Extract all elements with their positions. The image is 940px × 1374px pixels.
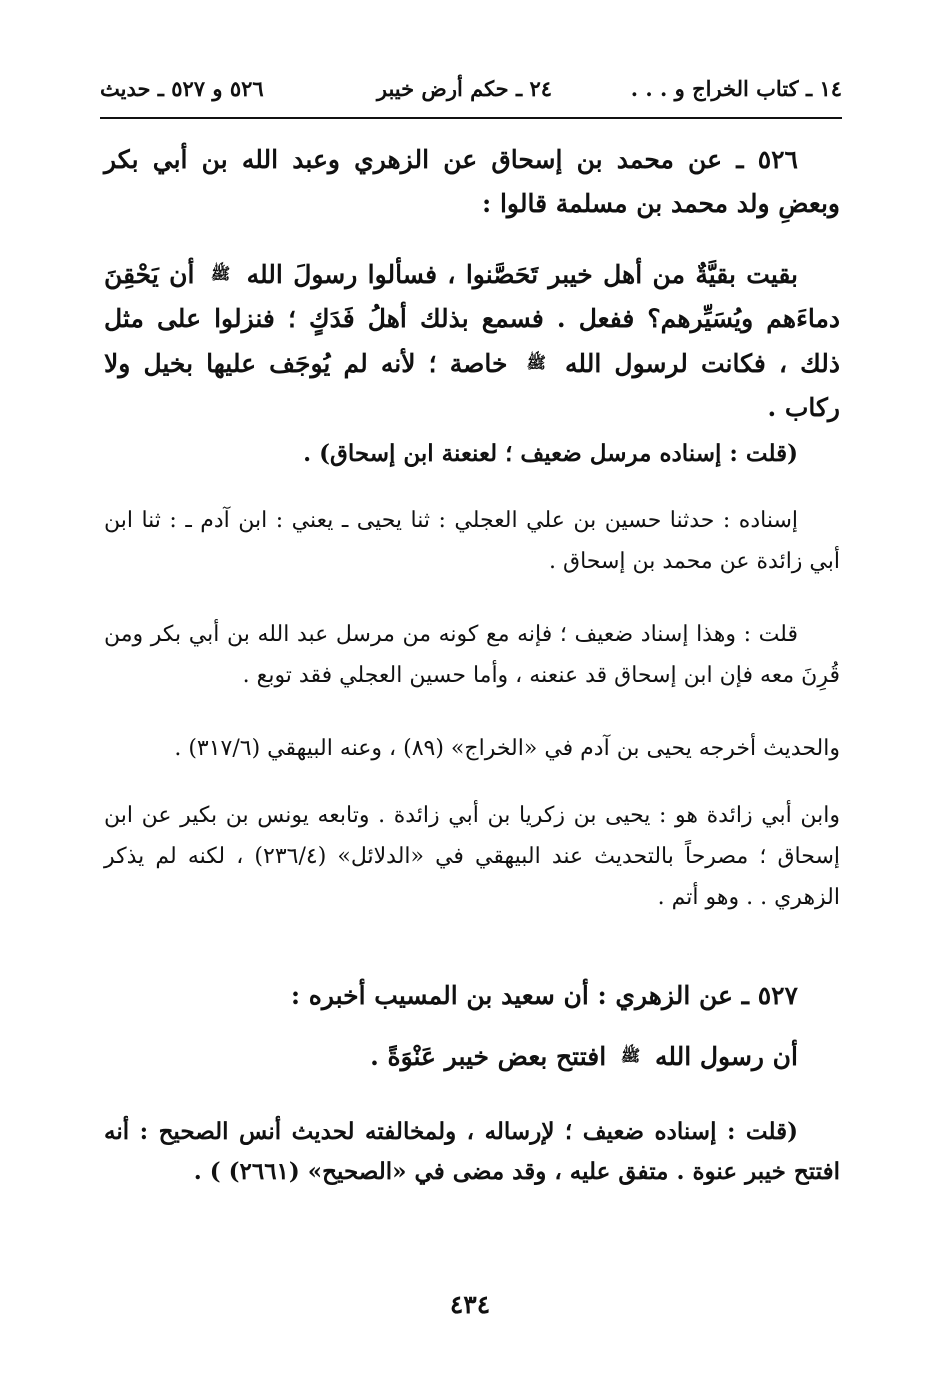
- hadith-526-comment: قلت : وهذا إسناد ضعيف ؛ فإنه مع كونه من مرسل عبد الله بن أبي بكر ومن قُرِنَ معه فإن ابن إسحاق قد عنعنه ، وأما حسين العجلي فقد توبع .: [104, 622, 840, 688]
- page-number: ٤٣٤: [449, 1290, 491, 1319]
- hadith-527-text: [104, 1034, 840, 1079]
- hadith-527-text-part1: أن رسول الله: [654, 1042, 798, 1071]
- hadith-527-chain: ٥٢٧ ـ عن الزهري : أن سعيد بن المسيب أخبره :: [290, 981, 798, 1010]
- hadith-526-narrator-note: وابن أبي زائدة هو : يحيى بن زكريا بن أبي زائدة . وتابعه يونس بن بكير عن ابن إسحاق ؛ مصرحاً بالتحديث عند البيهقي في «الدلائل» (٢٣٦/٤) ، لكنه لم يذكر الزهري . . وهو أتم .: [104, 803, 840, 910]
- hadith-526-text-part3: خاصة ؛ لأنه لم يُوجَف عليها بخيل ولا ركاب .: [104, 349, 840, 422]
- header-hadith-range: ٥٢٦ و ٥٢٧ ـ حديث: [100, 76, 264, 101]
- hadith-527-text-part2: افتتح بعض خيبر عَنْوَةً .: [370, 1042, 607, 1071]
- hadith-526-text: [104, 252, 840, 430]
- salawat-glyph: ﷺ: [620, 1046, 641, 1065]
- salawat-glyph: ﷺ: [526, 353, 546, 372]
- hadith-526-verdict: (قلت : إسناده مرسل ضعيف ؛ لعنعنة ابن إسحاق) .: [303, 440, 798, 467]
- hadith-526-text-part2: أن يَحْقِنَ دماءَهم ويُسَيِّرهم؟ ففعل . فسمع بذلك أهلُ فَدَكٍ ؛ فنزلوا على مثل ذلك ، فكانت لرسول الله: [104, 260, 840, 378]
- header-chapter: ١٤ ـ كتاب الخراج و . . .: [630, 76, 842, 101]
- hadith-526-chain: ٥٢٦ ـ عن محمد بن إسحاق عن الزهري وعبد الله بن أبي بكر وبعضِ ولد محمد بن مسلمة قالوا :: [104, 145, 840, 218]
- hadith-526-takhrij: والحديث أخرجه يحيى بن آدم في «الخراج» (٨٩) ، وعنه البيهقي (٣١٧/٦) .: [174, 736, 840, 761]
- salawat-glyph: ﷺ: [210, 264, 231, 283]
- header-section: ٢٤ ـ حكم أرض خيبر: [376, 76, 552, 101]
- hadith-526-isnad: إسناده : حدثنا حسين بن علي العجلي : ثنا يحيى ـ يعني : ابن آدم ـ : ثنا ابن أبي زائدة عن محمد بن إسحاق .: [104, 508, 840, 574]
- hadith-527-verdict: (قلت : إسناده ضعيف ؛ لإرساله ، ولمخالفته لحديث أنس الصحيح : أنه افتتح خيبر عنوة . متفق عليه ، وقد مضى في «الصحيح» (٢٦٦١) ) .: [104, 1118, 840, 1185]
- running-header: [100, 70, 842, 112]
- hadith-526-text-part1: بقيت بقيَّةٌ من أهل خيبر تَحَصَّنوا ، فسألوا رسولَ الله: [246, 260, 798, 289]
- header-rule: [100, 117, 842, 119]
